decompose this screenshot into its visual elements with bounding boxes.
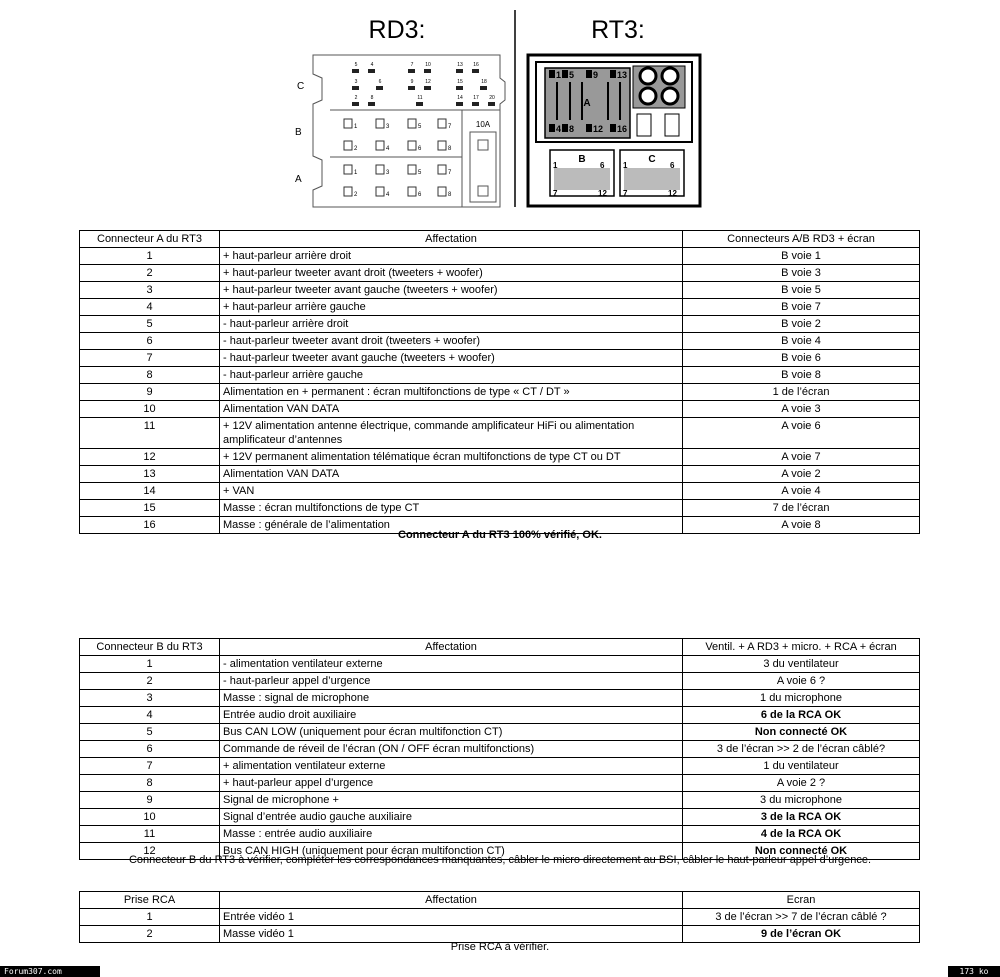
- pin-number: 7: [80, 350, 220, 367]
- pin-number: 3: [80, 690, 220, 707]
- pin-affectation: - haut-parleur tweeter avant droit (tweeters + woofer): [220, 333, 683, 350]
- rt3-a-pin: 8: [569, 124, 575, 134]
- table-row: [80, 500, 920, 517]
- pin-connection: 7 de l’écran: [683, 500, 920, 517]
- pin-affectation: Bus CAN LOW (uniquement pour écran multifonction CT): [220, 724, 683, 741]
- pin-affectation: Bus CAN HIGH (uniquement pour écran multifonction CT): [220, 843, 683, 860]
- pin-connection: B voie 4: [683, 333, 920, 350]
- rd3-c-pin: 4: [370, 62, 374, 68]
- table-b-header-3: Ventil. + A RD3 + micro. + RCA + écran: [683, 639, 920, 656]
- table-b-caption: Connecteur B du RT3 à vérifier, compléter les correspondances manquantes, câbler le micro directement au BSI, câbler le haut-parleur appel d’urgence.: [128, 854, 872, 866]
- rt3-b-pin: 1: [553, 161, 558, 170]
- table-b-header-2: Affectation: [220, 639, 683, 656]
- table-rca-caption: Prise RCA à vérifier.: [450, 941, 550, 953]
- table-row: [80, 673, 920, 690]
- rd3-row-label-c: C: [297, 81, 305, 92]
- pin-connection: A voie 7: [683, 449, 920, 466]
- table-row: [80, 775, 920, 792]
- pin-number: 2: [80, 265, 220, 282]
- pin-connection: B voie 3: [683, 265, 920, 282]
- table-row: [80, 316, 920, 333]
- table-row: [80, 367, 920, 384]
- rt3-label-b: B: [578, 154, 586, 165]
- rd3-b-pin: 7: [448, 124, 452, 130]
- pin-number: 10: [80, 401, 220, 418]
- rt3-a-pin: 16: [617, 124, 628, 134]
- pin-connection: 3 de l’écran >> 2 de l’écran câblé?: [683, 741, 920, 758]
- table-row: [80, 299, 920, 316]
- rd3-c-pin: 17: [473, 95, 479, 101]
- table-rca-header-2: Affectation: [220, 892, 683, 909]
- rt3-b-pin: 7: [553, 189, 558, 198]
- pin-affectation: + haut-parleur appel d’urgence: [220, 775, 683, 792]
- footer-site-link[interactable]: Forum307.com: [0, 966, 100, 977]
- table-row: [80, 724, 920, 741]
- pin-affectation: - alimentation ventilateur externe: [220, 656, 683, 673]
- pin-number: 5: [80, 316, 220, 333]
- rd3-c-pin: 20: [489, 95, 495, 101]
- table-row: [80, 926, 920, 943]
- rd3-b-pin: 3: [386, 124, 390, 130]
- pin-connection: B voie 1: [683, 248, 920, 265]
- rt3-a-pin: 4: [556, 124, 562, 134]
- pin-number: 1: [80, 248, 220, 265]
- rd3-row-label-b: B: [295, 127, 302, 138]
- table-row: [80, 826, 920, 843]
- table-row: [80, 384, 920, 401]
- pin-connection: 1 du microphone: [683, 690, 920, 707]
- pin-affectation: Signal d’entrée audio gauche auxiliaire: [220, 809, 683, 826]
- rd3-c-pin: 2: [354, 95, 358, 101]
- rd3-row-label-a: A: [295, 174, 302, 185]
- rd3-title: RD3:: [368, 16, 426, 44]
- pin-affectation: Alimentation en + permanent : écran multifonctions de type « CT / DT »: [220, 384, 683, 401]
- rd3-b-pins: [344, 119, 452, 152]
- footer-file-size: 173 ko: [948, 966, 1000, 977]
- pin-number: 9: [80, 384, 220, 401]
- rd3-b-pin: 2: [354, 146, 358, 152]
- pin-affectation: Masse vidéo 1: [220, 926, 683, 943]
- rd3-c-pin: 8: [370, 95, 374, 101]
- rd3-c-pin: 15: [457, 79, 463, 85]
- table-row: [80, 809, 920, 826]
- pin-number: 9: [80, 792, 220, 809]
- pin-affectation: Alimentation VAN DATA: [220, 466, 683, 483]
- table-b-header-1: Connecteur B du RT3: [80, 639, 220, 656]
- table-rca: [79, 891, 920, 943]
- rd3-b-pin: 4: [386, 146, 390, 152]
- table-row: [80, 758, 920, 775]
- pin-connection: B voie 8: [683, 367, 920, 384]
- rd3-a-pin: 4: [386, 192, 390, 198]
- rd3-c-pin: 3: [354, 79, 358, 85]
- pin-number: 10: [80, 809, 220, 826]
- rd3-b-pin: 1: [354, 124, 358, 130]
- pin-number: 8: [80, 775, 220, 792]
- rd3-c-pin: 12: [425, 79, 431, 85]
- pin-connection: Non connecté OK: [683, 724, 920, 741]
- pin-affectation: Commande de réveil de l’écran (ON / OFF écran multifonctions): [220, 741, 683, 758]
- pin-connection: A voie 2 ?: [683, 775, 920, 792]
- pin-connection: 3 du ventilateur: [683, 656, 920, 673]
- table-row: [80, 350, 920, 367]
- rd3-a-pin: 8: [448, 192, 452, 198]
- table-row: [80, 909, 920, 926]
- rd3-a-pin: 3: [386, 170, 390, 176]
- table-connector-b: [79, 638, 920, 860]
- rd3-c-pin: 6: [378, 79, 382, 85]
- pin-connection: A voie 6 ?: [683, 673, 920, 690]
- pin-affectation: Entrée vidéo 1: [220, 909, 683, 926]
- pin-number: 11: [80, 826, 220, 843]
- pin-connection: 9 de l’écran OK: [683, 926, 920, 943]
- table-row: [80, 401, 920, 418]
- table-row: [80, 418, 920, 449]
- table-row: [80, 282, 920, 299]
- pin-affectation: - haut-parleur tweeter avant gauche (tweeters + woofer): [220, 350, 683, 367]
- pin-affectation: Masse : signal de microphone: [220, 690, 683, 707]
- pin-affectation: - haut-parleur arrière gauche: [220, 367, 683, 384]
- pin-affectation: + VAN: [220, 483, 683, 500]
- pin-affectation: - haut-parleur arrière droit: [220, 316, 683, 333]
- pin-affectation: Masse : générale de l’alimentation: [220, 517, 683, 534]
- table-row: [80, 792, 920, 809]
- rt3-c-pin: 6: [670, 161, 675, 170]
- pin-number: 12: [80, 843, 220, 860]
- pin-connection: B voie 2: [683, 316, 920, 333]
- rd3-a-pin: 7: [448, 170, 452, 176]
- pin-number: 3: [80, 282, 220, 299]
- rd3-a-pin: 6: [418, 192, 422, 198]
- pin-number: 13: [80, 466, 220, 483]
- pin-connection: 3 de la RCA OK: [683, 809, 920, 826]
- pin-number: 16: [80, 517, 220, 534]
- pin-affectation: + 12V permanent alimentation télématique écran multifonctions de type CT ou DT: [220, 449, 683, 466]
- pin-number: 15: [80, 500, 220, 517]
- table-a-caption: Connecteur A du RT3 100% vérifié, OK.: [398, 529, 602, 541]
- pin-number: 6: [80, 333, 220, 350]
- pin-number: 11: [80, 418, 220, 449]
- rd3-c-pin: 18: [481, 79, 487, 85]
- connector-diagram: [0, 0, 1000, 220]
- table-header-row: [80, 892, 920, 909]
- pin-number: 5: [80, 724, 220, 741]
- table-row: [80, 741, 920, 758]
- pin-connection: 1 du ventilateur: [683, 758, 920, 775]
- pin-affectation: + haut-parleur arrière gauche: [220, 299, 683, 316]
- table-row: [80, 690, 920, 707]
- table-a-header-1: Connecteur A du RT3: [80, 231, 220, 248]
- pin-number: 6: [80, 741, 220, 758]
- pin-connection: 4 de la RCA OK: [683, 826, 920, 843]
- pin-affectation: + haut-parleur arrière droit: [220, 248, 683, 265]
- rd3-c-pin: 11: [417, 95, 423, 101]
- table-connector-a: [79, 230, 920, 534]
- table-row: [80, 449, 920, 466]
- rd3-a-pin: 2: [354, 192, 358, 198]
- rt3-c-pin: 12: [668, 189, 677, 198]
- table-header-row: [80, 231, 920, 248]
- rd3-b-pin: 5: [418, 124, 422, 130]
- pin-affectation: Masse : écran multifonctions de type CT: [220, 500, 683, 517]
- pin-affectation: Masse : entrée audio auxiliaire: [220, 826, 683, 843]
- pin-number: 8: [80, 367, 220, 384]
- pin-number: 4: [80, 707, 220, 724]
- rd3-c-pin: 7: [410, 62, 414, 68]
- rd3-connector: [313, 55, 505, 207]
- rd3-c-pin: 14: [457, 95, 463, 101]
- table-a-header-2: Affectation: [220, 231, 683, 248]
- rd3-c-pins: [355, 62, 495, 101]
- rt3-c-pin: 7: [623, 189, 628, 198]
- pin-number: 2: [80, 926, 220, 943]
- pin-connection: A voie 4: [683, 483, 920, 500]
- rt3-b-pin: 6: [600, 161, 605, 170]
- table-rca-header-1: Prise RCA: [80, 892, 220, 909]
- table-row: [80, 656, 920, 673]
- table-row: [80, 466, 920, 483]
- table-row: [80, 333, 920, 350]
- pin-affectation: + 12V alimentation antenne électrique, commande amplificateur HiFi ou alimentation amplificateur d’antennes: [220, 418, 683, 449]
- rd3-c-pin: 10: [425, 62, 431, 68]
- rt3-a-pin: 13: [617, 70, 628, 80]
- rt3-connector: [528, 55, 700, 206]
- rd3-a-pin: 1: [354, 170, 358, 176]
- pin-affectation: Alimentation VAN DATA: [220, 401, 683, 418]
- table-row: [80, 265, 920, 282]
- pin-affectation: - haut-parleur appel d’urgence: [220, 673, 683, 690]
- pin-number: 14: [80, 483, 220, 500]
- rt3-c-pin: 1: [623, 161, 628, 170]
- pin-connection: B voie 7: [683, 299, 920, 316]
- pin-number: 1: [80, 656, 220, 673]
- pin-connection: A voie 6: [683, 418, 920, 449]
- pin-number: 1: [80, 909, 220, 926]
- pin-connection: A voie 3: [683, 401, 920, 418]
- table-row: [80, 248, 920, 265]
- pin-connection: B voie 6: [683, 350, 920, 367]
- pin-affectation: + haut-parleur tweeter avant gauche (tweeters + woofer): [220, 282, 683, 299]
- rd3-b-pin: 6: [418, 146, 422, 152]
- rd3-c-pin: 5: [354, 62, 358, 68]
- table-rca-header-3: Ecran: [683, 892, 920, 909]
- rd3-b-pin: 8: [448, 146, 452, 152]
- pin-number: 7: [80, 758, 220, 775]
- table-row: [80, 707, 920, 724]
- rt3-label-c: C: [648, 154, 656, 165]
- rt3-a-pin: 5: [569, 70, 575, 80]
- pin-connection: A voie 8: [683, 517, 920, 534]
- connector-diagram-svg: [0, 0, 1000, 220]
- rt3-a-pin: 12: [593, 124, 604, 134]
- table-header-row: [80, 639, 920, 656]
- rt3-a-pin: 1: [556, 70, 562, 80]
- pin-connection: 6 de la RCA OK: [683, 707, 920, 724]
- rd3-c-pin: 9: [410, 79, 414, 85]
- rt3-a-pin: 9: [593, 70, 599, 80]
- pin-connection: A voie 2: [683, 466, 920, 483]
- rd3-c-pin: 16: [473, 62, 479, 68]
- rd3-c-pin: 13: [457, 62, 463, 68]
- pin-affectation: + haut-parleur tweeter avant droit (tweeters + woofer): [220, 265, 683, 282]
- pin-connection: B voie 5: [683, 282, 920, 299]
- table-row: [80, 483, 920, 500]
- rt3-title: RT3:: [591, 16, 645, 44]
- rd3-a-pin: 5: [418, 170, 422, 176]
- pin-number: 2: [80, 673, 220, 690]
- pin-connection: 3 de l’écran >> 7 de l’écran câblé ?: [683, 909, 920, 926]
- pin-affectation: Signal de microphone +: [220, 792, 683, 809]
- rt3-b-pin: 12: [598, 189, 607, 198]
- pin-connection: 3 du microphone: [683, 792, 920, 809]
- pin-number: 12: [80, 449, 220, 466]
- pin-connection: 1 de l’écran: [683, 384, 920, 401]
- rt3-label-a: A: [583, 98, 591, 109]
- rd3-fuse-label: 10A: [475, 120, 491, 129]
- pin-affectation: + alimentation ventilateur externe: [220, 758, 683, 775]
- rd3-a-pins: [344, 165, 452, 198]
- table-a-header-3: Connecteurs A/B RD3 + écran: [683, 231, 920, 248]
- pin-affectation: Entrée audio droit auxiliaire: [220, 707, 683, 724]
- pin-number: 4: [80, 299, 220, 316]
- pin-connection: Non connecté OK: [683, 843, 920, 860]
